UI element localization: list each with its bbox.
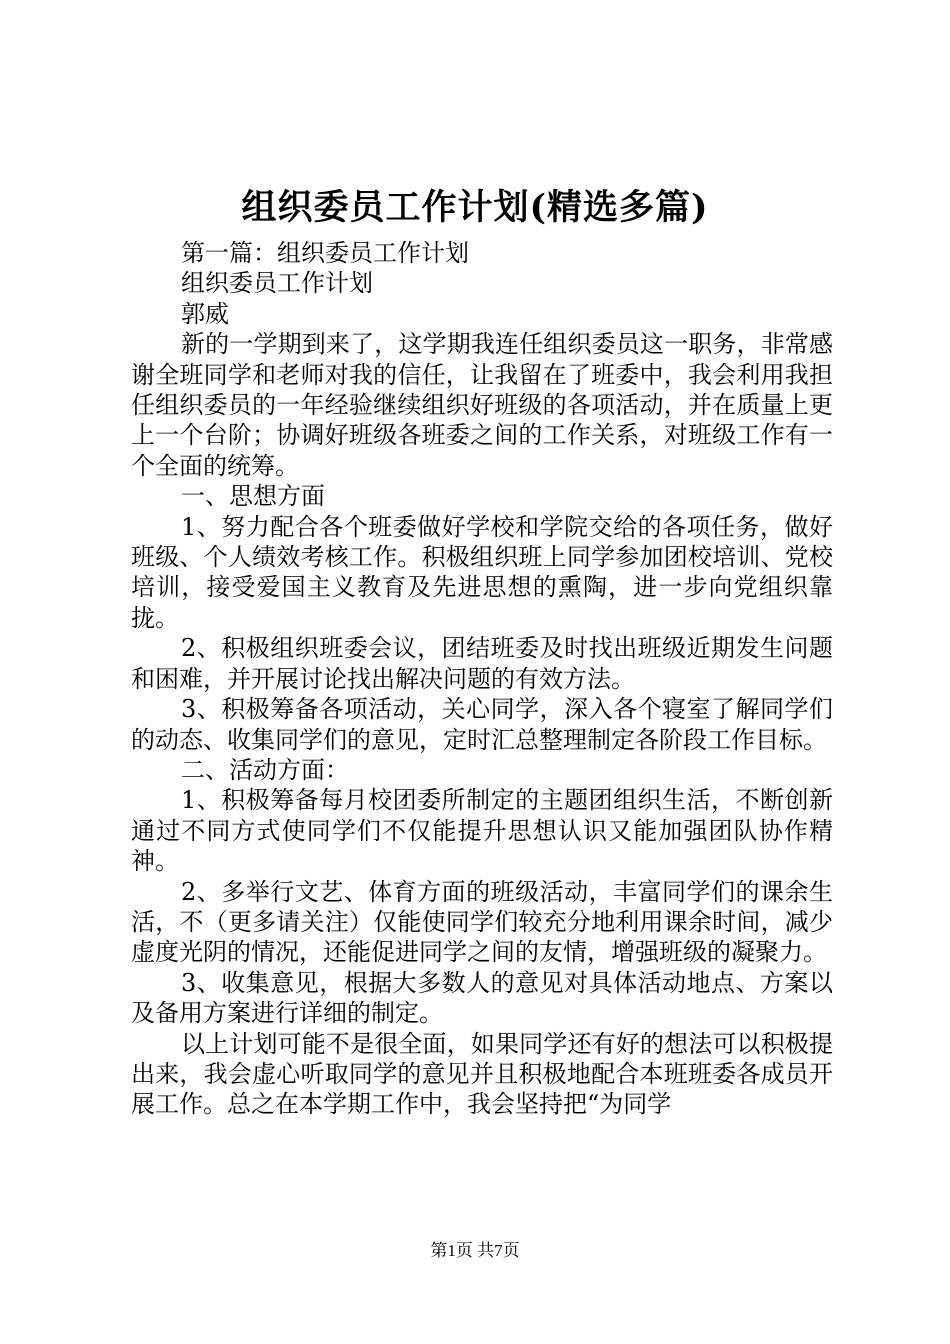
paragraph-author: 郭威 (181, 299, 229, 328)
page-number: 第1页 共7页 (430, 1241, 520, 1260)
document-body (131, 238, 833, 1120)
paragraph-intro: 新的一学期到来了，这学期我连任组织委员这一职务，非常感谢全班同学和老师对我的信任，让我留在了班委中，我会利用我担任组织委员的一年经验继续组织好班级的各项活动，并在质量上更上一个台阶；协调好班级各班委之间的工作关系，对班级工作有一个全面的统筹。 (131, 330, 833, 480)
document-title: 组织委员工作计划(精选多篇) (241, 187, 709, 228)
paragraph-activity-1: 1、积极筹备每月校团委所制定的主题团组织生活，不断创新通过不同方式使同学们不仅能提升思想认识又能加强团队协作精神。 (131, 786, 833, 876)
paragraph-activity-3: 3、收集意见，根据大多数人的意见对具体活动地点、方案以及备用方案进行详细的制定。 (131, 968, 833, 1028)
paragraph-subtitle: 组织委员工作计划 (181, 269, 373, 298)
paragraph-thought-2: 2、积极组织班委会议，团结班委及时找出班级近期发生问题和困难，并开展讨论找出解决问题的有效方法。 (131, 634, 833, 693)
paragraph-conclusion: 以上计划可能不是很全面，如果同学还有好的想法可以积极提出来，我会虚心听取同学的意见并且积极地配合本班班委各成员开展工作。总之在本学期工作中，我会坚持把“为同学 (131, 1029, 833, 1119)
paragraph-section-heading: 第一篇：组织委员工作计划 (181, 239, 469, 267)
paragraph-heading-activity: 二、活动方面： (181, 755, 349, 784)
paragraph-thought-3: 3、积极筹备各项活动，关心同学，深入各个寝室了解同学们的动态、收集同学们的意见，定时汇总整理制定各阶段工作目标。 (131, 695, 833, 754)
paragraph-activity-2: 2、多举行文艺、体育方面的班级活动，丰富同学们的课余生活，不（更多请关注）仅能使同学们较充分地利用课余时间，减少虚度光阴的情况，还能促进同学之间的友情，增强班级的凝聚力。 (131, 877, 833, 967)
paragraph-thought-1: 1、努力配合各个班委做好学校和学院交给的各项任务，做好班级、个人绩效考核工作。积极组织班上同学参加团校培训、党校培训，接受爱国主义教育及先进思想的熏陶，进一步向党组织靠拢。 (131, 512, 833, 632)
paragraph-heading-thought: 一、思想方面 (181, 482, 325, 511)
